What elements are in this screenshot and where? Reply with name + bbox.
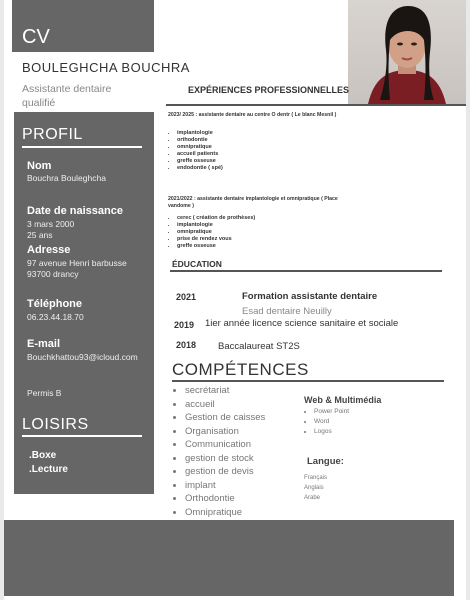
langues-list xyxy=(304,473,327,503)
edu-title: 1ier année licence science sanitaire et sociale xyxy=(205,318,399,329)
adresse-line2: 93700 drancy xyxy=(27,269,79,279)
job1-title: 2023/ 2025 : assistante dentaire au centre O dentr ( Le blanc Mesnil ) xyxy=(168,112,337,118)
cv-label: CV xyxy=(22,26,50,48)
education-divider xyxy=(170,270,442,272)
edu-year: 2021 xyxy=(176,292,197,302)
edu-title: Formation assistante dentaire xyxy=(242,291,378,302)
list-item: • Gestion de caisses xyxy=(185,411,265,425)
list-item: • accueil patients xyxy=(177,151,223,158)
langue-heading: Langue: xyxy=(307,456,344,467)
list-item: • gestion de devis xyxy=(185,465,265,479)
list-item: • secrétariat xyxy=(185,384,265,398)
edu-year: 2018 xyxy=(176,340,197,350)
permis-text: Permis B xyxy=(27,388,62,398)
list-item: • prise de rendez vous xyxy=(177,236,255,243)
list-item: • Omnipratique xyxy=(185,506,265,520)
list-item: • implant xyxy=(185,479,265,493)
list-item: • gestion de stock xyxy=(185,452,265,466)
job1-tasks xyxy=(168,130,223,172)
naissance-age: 25 ans xyxy=(27,230,53,240)
loisir-item: .Boxe xyxy=(29,450,57,461)
nom-label: Nom xyxy=(27,160,52,172)
list-item: • accueil xyxy=(185,398,265,412)
education-heading: ÉDUCATION xyxy=(172,259,222,269)
edu-year: 2019 xyxy=(174,320,195,330)
web-heading: Web & Multimédia xyxy=(304,395,382,405)
web-list xyxy=(304,407,349,437)
edu-title: Baccalaureat ST2S xyxy=(218,341,300,352)
profile-photo xyxy=(348,0,466,104)
competences-heading: COMPÉTENCES xyxy=(172,360,309,379)
list-item: • omnipratique xyxy=(177,144,223,151)
list-item: • greffe osseuse xyxy=(177,243,255,250)
loisir-item: .Lecture xyxy=(29,464,68,475)
naissance-label: Date de naissance xyxy=(27,205,123,217)
job2-title: 2021/2022 : assistante dentaire implantologie et omnipratique ( Place vandome ) xyxy=(168,196,338,209)
naissance-date: 3 mars 2000 xyxy=(27,219,75,229)
list-item: • Power Point xyxy=(314,407,349,417)
list-item: • Orthodontie xyxy=(185,492,265,506)
experience-heading: EXPÉRIENCES PROFESSIONNELLES xyxy=(188,85,350,95)
list-item: • Organisation xyxy=(185,425,265,439)
list-item: Arabe xyxy=(304,495,321,501)
list-item: Anglais xyxy=(304,485,324,491)
profil-heading: PROFIL xyxy=(22,126,83,143)
nom-value: Bouchra Bouleghcha xyxy=(27,173,106,183)
list-item: • omnipratique xyxy=(177,229,255,236)
list-item: • Logos xyxy=(314,427,349,437)
list-item: • implantologie xyxy=(177,222,255,229)
list-item: • cerec ( création de prothèses) xyxy=(177,215,255,222)
list-item: Français xyxy=(304,475,328,481)
email-value: Bouchkhattou93@icloud.com xyxy=(27,352,138,362)
list-item: • greffe osseuse xyxy=(177,158,223,165)
list-item: • endodontie ( spé) xyxy=(177,165,223,172)
edu-school: Esad dentaire Neuilly xyxy=(242,306,332,317)
telephone-value: 06.23.44.18.70 xyxy=(27,312,84,322)
profile-sidebar xyxy=(14,112,154,494)
adresse-label: Adresse xyxy=(27,244,71,256)
job2-tasks xyxy=(168,215,255,250)
competences-divider xyxy=(172,380,444,382)
profil-divider xyxy=(22,146,142,148)
footer-block xyxy=(4,520,454,596)
list-item: • orthodontie xyxy=(177,137,223,144)
experience-divider xyxy=(166,104,466,106)
list-item: • Communication xyxy=(185,438,265,452)
candidate-name: BOULEGHCHA BOUCHRA xyxy=(22,60,190,75)
telephone-label: Téléphone xyxy=(27,298,83,310)
loisirs-divider xyxy=(22,435,142,437)
adresse-line1: 97 avenue Henri barbusse xyxy=(27,258,127,268)
skills-list xyxy=(175,384,265,519)
list-item: • implantologie xyxy=(177,130,223,137)
list-item: • Word xyxy=(314,417,349,427)
email-label: E-mail xyxy=(27,338,61,350)
job-title: Assistante dentaire qualifié xyxy=(22,83,112,109)
loisirs-heading: LOISIRS xyxy=(22,416,89,433)
